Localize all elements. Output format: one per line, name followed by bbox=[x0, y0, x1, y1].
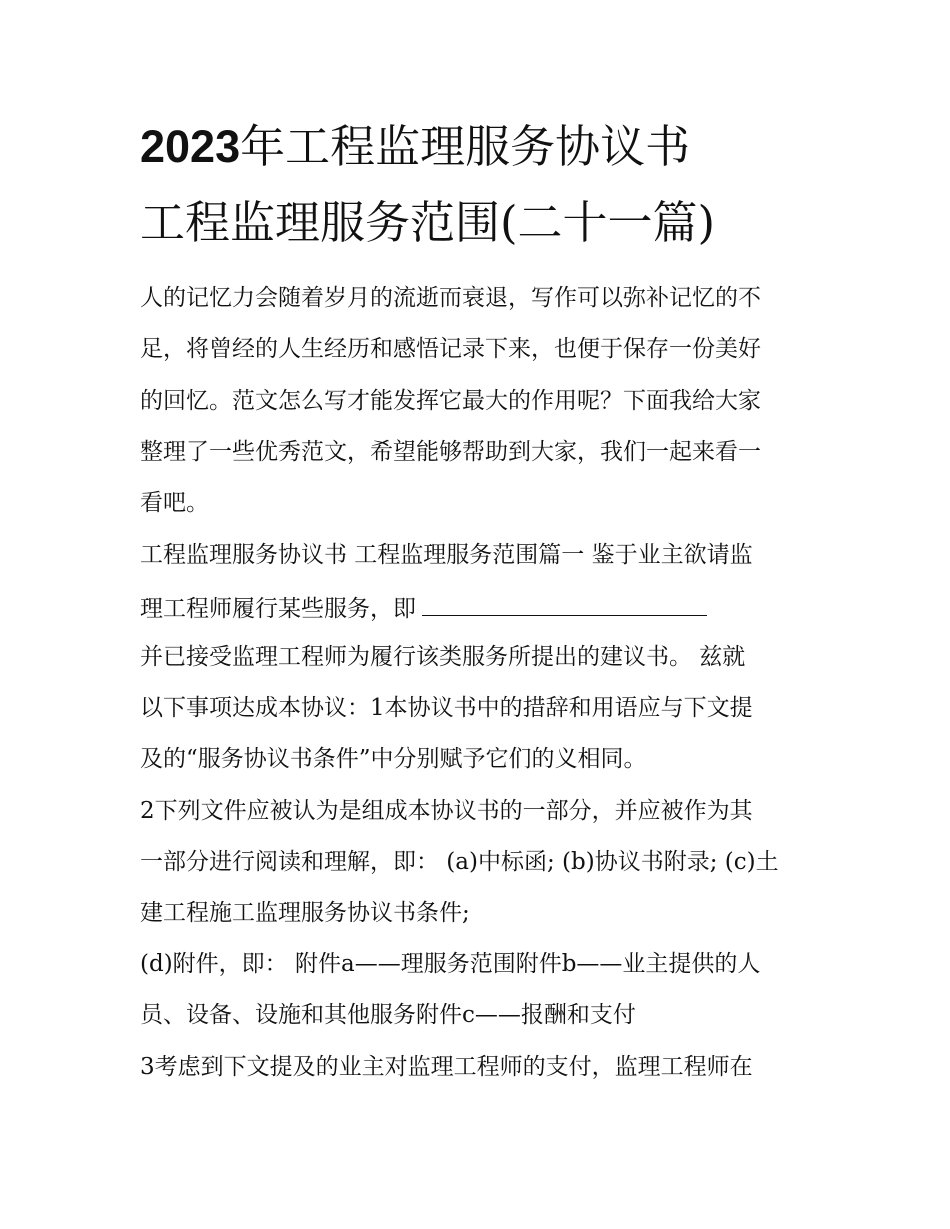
body-line: 并已接受监理工程师为履行该类服务所提出的建议书。 兹就 bbox=[140, 644, 746, 670]
body-line: 一部分进行阅读和理解，即： (a)中标函; (b)协议书附录; (c)土 bbox=[140, 849, 779, 875]
body-line: 整理了一些优秀范文，希望能够帮助到大家，我们一起来看一 bbox=[140, 439, 761, 465]
document-title-line-2: 工程监理服务范围(二十一篇) bbox=[140, 196, 716, 249]
body-line: 看吧。 bbox=[140, 490, 209, 516]
body-line: 3考虑到下文提及的业主对监理工程师的支付，监理工程师在 bbox=[140, 1054, 753, 1080]
title-year: 2023 bbox=[140, 121, 241, 172]
body-line: 工程监理服务协议书 工程监理服务范围篇一 鉴于业主欲请监 bbox=[140, 542, 753, 568]
document-title-line-1 bbox=[140, 120, 840, 173]
body-line: 及的“服务协议书条件”中分别赋予它们的义相同。 bbox=[140, 746, 647, 772]
body-line: 足，将曾经的人生经历和感悟记录下来，也便于保存一份美好 bbox=[140, 336, 761, 362]
body-line: (d)附件，即： 附件a——理服务范围附件b——业主提供的人 bbox=[140, 951, 761, 977]
body-line-with-blank bbox=[140, 595, 820, 621]
title-text: 年工程监理服务协议书 bbox=[240, 120, 691, 173]
fill-in-blank bbox=[422, 595, 707, 616]
body-line: 建工程施工监理服务协议书条件; bbox=[140, 900, 470, 926]
body-line: 以下事项达成本协议：1本协议书中的措辞和用语应与下文提 bbox=[140, 695, 753, 721]
body-line: 人的记忆力会随着岁月的流逝而衰退，写作可以弥补记忆的不 bbox=[140, 285, 761, 311]
body-line: 2下列文件应被认为是组成本协议书的一部分，并应被作为其 bbox=[140, 798, 753, 824]
body-line-text: 理工程师履行某些服务，即 bbox=[140, 596, 416, 622]
body-line: 的回忆。范文怎么写才能发挥它最大的作用呢？下面我给大家 bbox=[140, 388, 761, 414]
body-line: 员、设备、设施和其他服务附件c——报酬和支付 bbox=[140, 1002, 636, 1028]
